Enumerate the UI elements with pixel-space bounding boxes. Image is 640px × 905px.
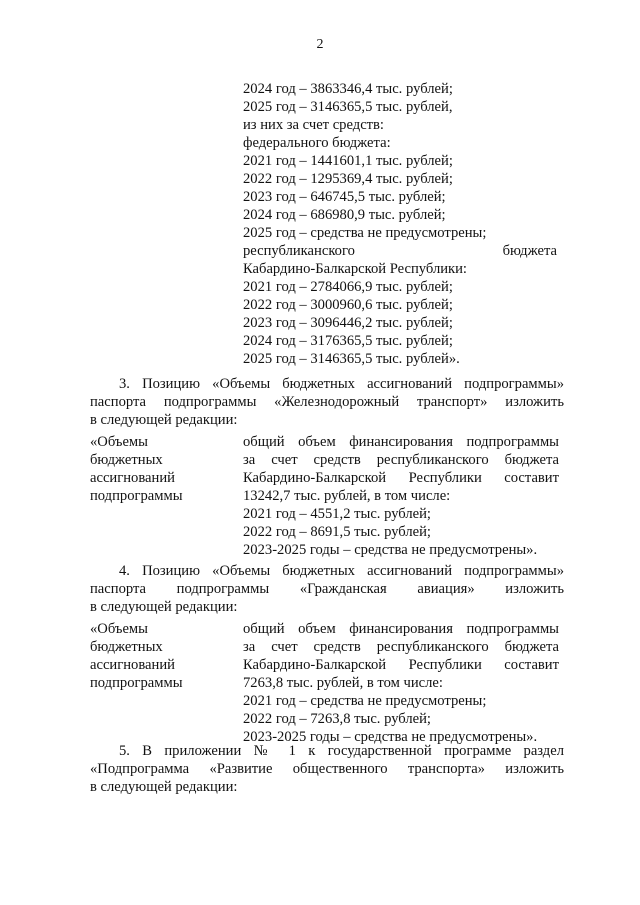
item3-label: «Объемы bbox=[90, 434, 148, 450]
budget-line: 2025 год – средства не предусмотрены; bbox=[243, 225, 487, 241]
item4-text-line: 2023-2025 годы – средства не предусмотрены». bbox=[243, 729, 538, 745]
item5-paragraph-line: в следующей редакции: bbox=[90, 779, 238, 795]
item4-text-line: 2022 год – 7263,8 тыс. рублей; bbox=[243, 711, 431, 727]
item4-label: «Объемы bbox=[90, 621, 148, 637]
item4-label: ассигнований bbox=[90, 657, 175, 673]
item3-paragraph-line: в следующей редакции: bbox=[90, 412, 238, 428]
item3-text-line: за счет средств республиканского бюджета bbox=[243, 452, 559, 468]
budget-line: 2025 год – 3146365,5 тыс. рублей». bbox=[243, 351, 460, 367]
budget-line: 2022 год – 1295369,4 тыс. рублей; bbox=[243, 171, 453, 187]
item4-paragraph-line: 4. Позицию «Объемы бюджетных ассигнований подпрограммы» bbox=[119, 563, 564, 579]
budget-line: из них за счет средств: bbox=[243, 117, 384, 133]
republic-budget-heading bbox=[243, 242, 557, 260]
budget-line: 2024 год – 3863346,4 тыс. рублей; bbox=[243, 81, 453, 97]
budget-line: 2022 год – 3000960,6 тыс. рублей; bbox=[243, 297, 453, 313]
budget-line: 2021 год – 1441601,1 тыс. рублей; bbox=[243, 153, 453, 169]
item3-text-line: 13242,7 тыс. рублей, в том числе: bbox=[243, 488, 451, 504]
item3-paragraph-line: 3. Позицию «Объемы бюджетных ассигнований подпрограммы» bbox=[119, 376, 564, 392]
item4-text-line: общий объем финансирования подпрограммы bbox=[243, 621, 559, 637]
budget-line: 2021 год – 2784066,9 тыс. рублей; bbox=[243, 279, 453, 295]
item3-paragraph-line: паспорта подпрограммы «Железнодорожный транспорт» изложить bbox=[90, 394, 564, 410]
item4-text-line: за счет средств республиканского бюджета bbox=[243, 639, 559, 655]
item5-paragraph-line: 5. В приложении № 1 к государственной программе раздел bbox=[119, 743, 564, 759]
item4-text-line: 7263,8 тыс. рублей, в том числе: bbox=[243, 675, 443, 691]
budget-line: 2024 год – 686980,9 тыс. рублей; bbox=[243, 207, 446, 223]
item3-text-line: 2023-2025 годы – средства не предусмотрены». bbox=[243, 542, 538, 558]
item5-paragraph-line: «Подпрограмма «Развитие общественного транспорта» изложить bbox=[90, 761, 564, 777]
budget-line: 2024 год – 3176365,5 тыс. рублей; bbox=[243, 333, 453, 349]
item3-text-line: 2021 год – 4551,2 тыс. рублей; bbox=[243, 506, 431, 522]
item4-text-line: 2021 год – средства не предусмотрены; bbox=[243, 693, 487, 709]
page-number: 2 bbox=[316, 37, 324, 52]
item3-text-line: 2022 год – 8691,5 тыс. рублей; bbox=[243, 524, 431, 540]
item3-label: бюджетных bbox=[90, 452, 163, 468]
budget-line: федерального бюджета: bbox=[243, 135, 391, 151]
budget-line: 2023 год – 3096446,2 тыс. рублей; bbox=[243, 315, 453, 331]
item4-label: бюджетных bbox=[90, 639, 163, 655]
budget-line: 2023 год – 646745,5 тыс. рублей; bbox=[243, 189, 446, 205]
item4-text-line: Кабардино-Балкарской Республики составит bbox=[243, 657, 559, 673]
republic-word: республиканского bbox=[243, 243, 355, 259]
item4-label: подпрограммы bbox=[90, 675, 183, 691]
item3-text-line: общий объем финансирования подпрограммы bbox=[243, 434, 559, 450]
item4-paragraph-line: паспорта подпрограммы «Гражданская авиация» изложить bbox=[90, 581, 564, 597]
budget-line: 2025 год – 3146365,5 тыс. рублей, bbox=[243, 99, 453, 115]
budget-line: Кабардино-Балкарской Республики: bbox=[243, 261, 467, 277]
item3-text-line: Кабардино-Балкарской Республики составит bbox=[243, 470, 559, 486]
item3-label: подпрограммы bbox=[90, 488, 183, 504]
item3-label: ассигнований bbox=[90, 470, 175, 486]
item4-paragraph-line: в следующей редакции: bbox=[90, 599, 238, 615]
budget-word: бюджета bbox=[502, 243, 557, 259]
